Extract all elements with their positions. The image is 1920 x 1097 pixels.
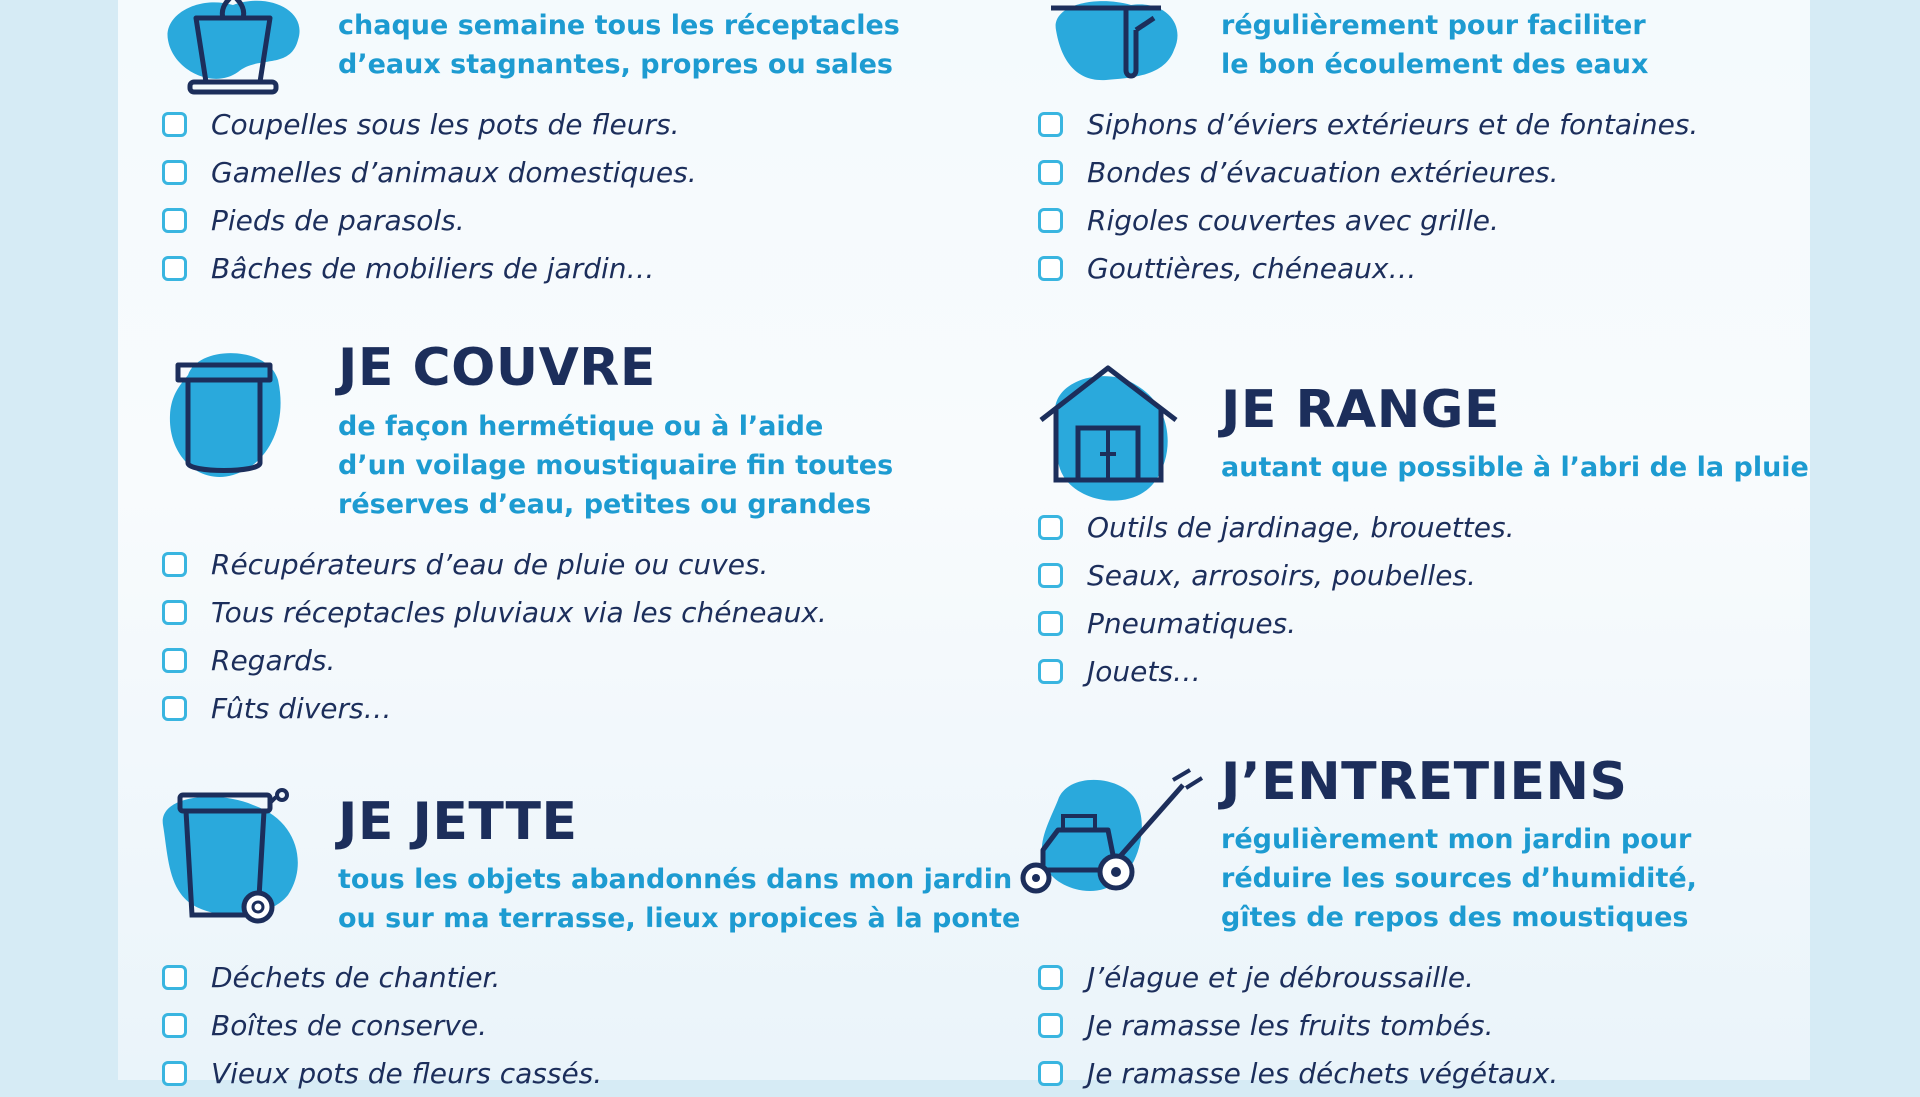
section-subtitle [338, 6, 900, 84]
subtitle-line: régulièrement pour faciliter [1221, 10, 1646, 41]
checklist [162, 953, 602, 1097]
checkbox[interactable] [1038, 112, 1063, 137]
checklist-item-label: Rigoles couvertes avec grille. [1087, 203, 1499, 237]
checklist-item[interactable] [1038, 1049, 1558, 1097]
section-subtitle [338, 407, 893, 524]
subtitle-line: chaque semaine tous les réceptacles [338, 10, 900, 41]
section-title: JE JETTE [338, 792, 578, 852]
checklist-item-label: Outils de jardinage, brouettes. [1087, 510, 1515, 544]
checklist-item[interactable] [1038, 148, 1698, 196]
checkbox[interactable] [162, 965, 187, 990]
checklist [162, 100, 697, 292]
section-title: JE COUVRE [338, 338, 656, 398]
subtitle-line: de façon hermétique ou à l’aide [338, 411, 824, 442]
checkbox[interactable] [1038, 563, 1063, 588]
checklist-item[interactable] [162, 588, 827, 636]
checkbox[interactable] [1038, 1061, 1063, 1086]
covered-barrel-icon [158, 345, 288, 485]
checklist-item[interactable] [162, 1049, 602, 1097]
lawn-mower-icon [1018, 760, 1208, 920]
checklist-item[interactable] [162, 196, 697, 244]
wheelie-bin-icon [158, 785, 308, 925]
checklist-item[interactable] [1038, 953, 1558, 1001]
checklist-item[interactable] [162, 953, 602, 1001]
section-subtitle [1221, 448, 1809, 487]
checklist-item-label: Bondes d’évacuation extérieures. [1087, 155, 1559, 189]
checklist-item-label: Récupérateurs d’eau de pluie ou cuves. [211, 547, 769, 581]
checklist-item-label: Coupelles sous les pots de fleurs. [211, 107, 680, 141]
subtitle-line: réduire les sources d’humidité, [1221, 863, 1697, 894]
checklist [162, 540, 827, 732]
checklist-item-label: Jouets… [1087, 654, 1201, 688]
flower-pot-icon [158, 0, 308, 100]
checkbox[interactable] [1038, 1013, 1063, 1038]
subtitle-line: réserves d’eau, petites ou grandes [338, 489, 872, 520]
checklist-item-label: Boîtes de conserve. [211, 1008, 488, 1042]
section-title: J’ENTRETIENS [1221, 752, 1628, 812]
subtitle-line: d’un voilage moustiquaire fin toutes [338, 450, 894, 481]
checklist-item[interactable] [1038, 647, 1514, 695]
checklist-item-label: Pieds de parasols. [211, 203, 465, 237]
section-subtitle [1221, 6, 1648, 84]
checkbox[interactable] [162, 208, 187, 233]
checkbox[interactable] [162, 1013, 187, 1038]
subtitle-line: d’eaux stagnantes, propres ou sales [338, 49, 894, 80]
checklist-item-label: Gamelles d’animaux domestiques. [211, 155, 697, 189]
subtitle-line: gîtes de repos des moustiques [1221, 902, 1689, 933]
checkbox[interactable] [162, 160, 187, 185]
checklist-item[interactable] [162, 148, 697, 196]
section-title: JE RANGE [1221, 380, 1500, 440]
checklist-item-label: Je ramasse les déchets végétaux. [1087, 1056, 1559, 1090]
checklist-item[interactable] [1038, 551, 1514, 599]
checklist-item-label: Fûts divers… [211, 691, 392, 725]
subtitle-line: autant que possible à l’abri de la pluie [1221, 452, 1809, 483]
section-subtitle [1221, 820, 1697, 937]
checklist-item[interactable] [1038, 196, 1698, 244]
section-subtitle [338, 860, 1020, 938]
checklist-item-label: Pneumatiques. [1087, 606, 1297, 640]
checklist-item[interactable] [162, 1001, 602, 1049]
checklist-item[interactable] [1038, 1001, 1558, 1049]
checklist-item[interactable] [1038, 503, 1514, 551]
checklist-item[interactable] [1038, 244, 1698, 292]
checkbox[interactable] [162, 256, 187, 281]
checklist-item-label: Bâches de mobiliers de jardin… [211, 251, 655, 285]
checkbox[interactable] [162, 648, 187, 673]
checkbox[interactable] [162, 696, 187, 721]
checklist-item-label: Regards. [211, 643, 336, 677]
checkbox[interactable] [162, 112, 187, 137]
subtitle-line: le bon écoulement des eaux [1221, 49, 1649, 80]
checklist-item[interactable] [1038, 599, 1514, 647]
garden-shed-icon [1036, 360, 1186, 510]
checklist-item-label: Gouttières, chéneaux… [1087, 251, 1417, 285]
checkbox[interactable] [162, 552, 187, 577]
checklist-item-label: Tous réceptacles pluviaux via les chéneaux. [211, 595, 827, 629]
checklist-item[interactable] [162, 244, 697, 292]
checkbox[interactable] [1038, 611, 1063, 636]
checklist-item[interactable] [162, 636, 827, 684]
checkbox[interactable] [162, 600, 187, 625]
checklist [1038, 953, 1558, 1097]
subtitle-line: ou sur ma terrasse, lieux propices à la ponte [338, 903, 1021, 934]
checkbox[interactable] [1038, 256, 1063, 281]
checklist-item[interactable] [162, 684, 827, 732]
checklist-item[interactable] [1038, 100, 1698, 148]
content-panel [118, 0, 1810, 1090]
checkbox[interactable] [1038, 208, 1063, 233]
checkbox[interactable] [162, 1061, 187, 1086]
checklist-item[interactable] [162, 540, 827, 588]
checkbox[interactable] [1038, 965, 1063, 990]
checklist [1038, 503, 1514, 695]
subtitle-line: régulièrement mon jardin pour [1221, 824, 1692, 855]
subtitle-line: tous les objets abandonnés dans mon jardin [338, 864, 1013, 895]
checklist-item-label: Je ramasse les fruits tombés. [1087, 1008, 1494, 1042]
checkbox[interactable] [1038, 160, 1063, 185]
checklist-item-label: Seaux, arrosoirs, poubelles. [1087, 558, 1476, 592]
checklist [1038, 100, 1698, 292]
checklist-item-label: J’élague et je débroussaille. [1087, 960, 1474, 994]
gutter-icon [1036, 0, 1186, 90]
checklist-item-label: Siphons d’éviers extérieurs et de fontaines. [1087, 107, 1699, 141]
checklist-item-label: Vieux pots de fleurs cassés. [211, 1056, 603, 1090]
checklist-item-label: Déchets de chantier. [211, 960, 501, 994]
checkbox[interactable] [1038, 515, 1063, 540]
checklist-item[interactable] [162, 100, 697, 148]
checkbox[interactable] [1038, 659, 1063, 684]
